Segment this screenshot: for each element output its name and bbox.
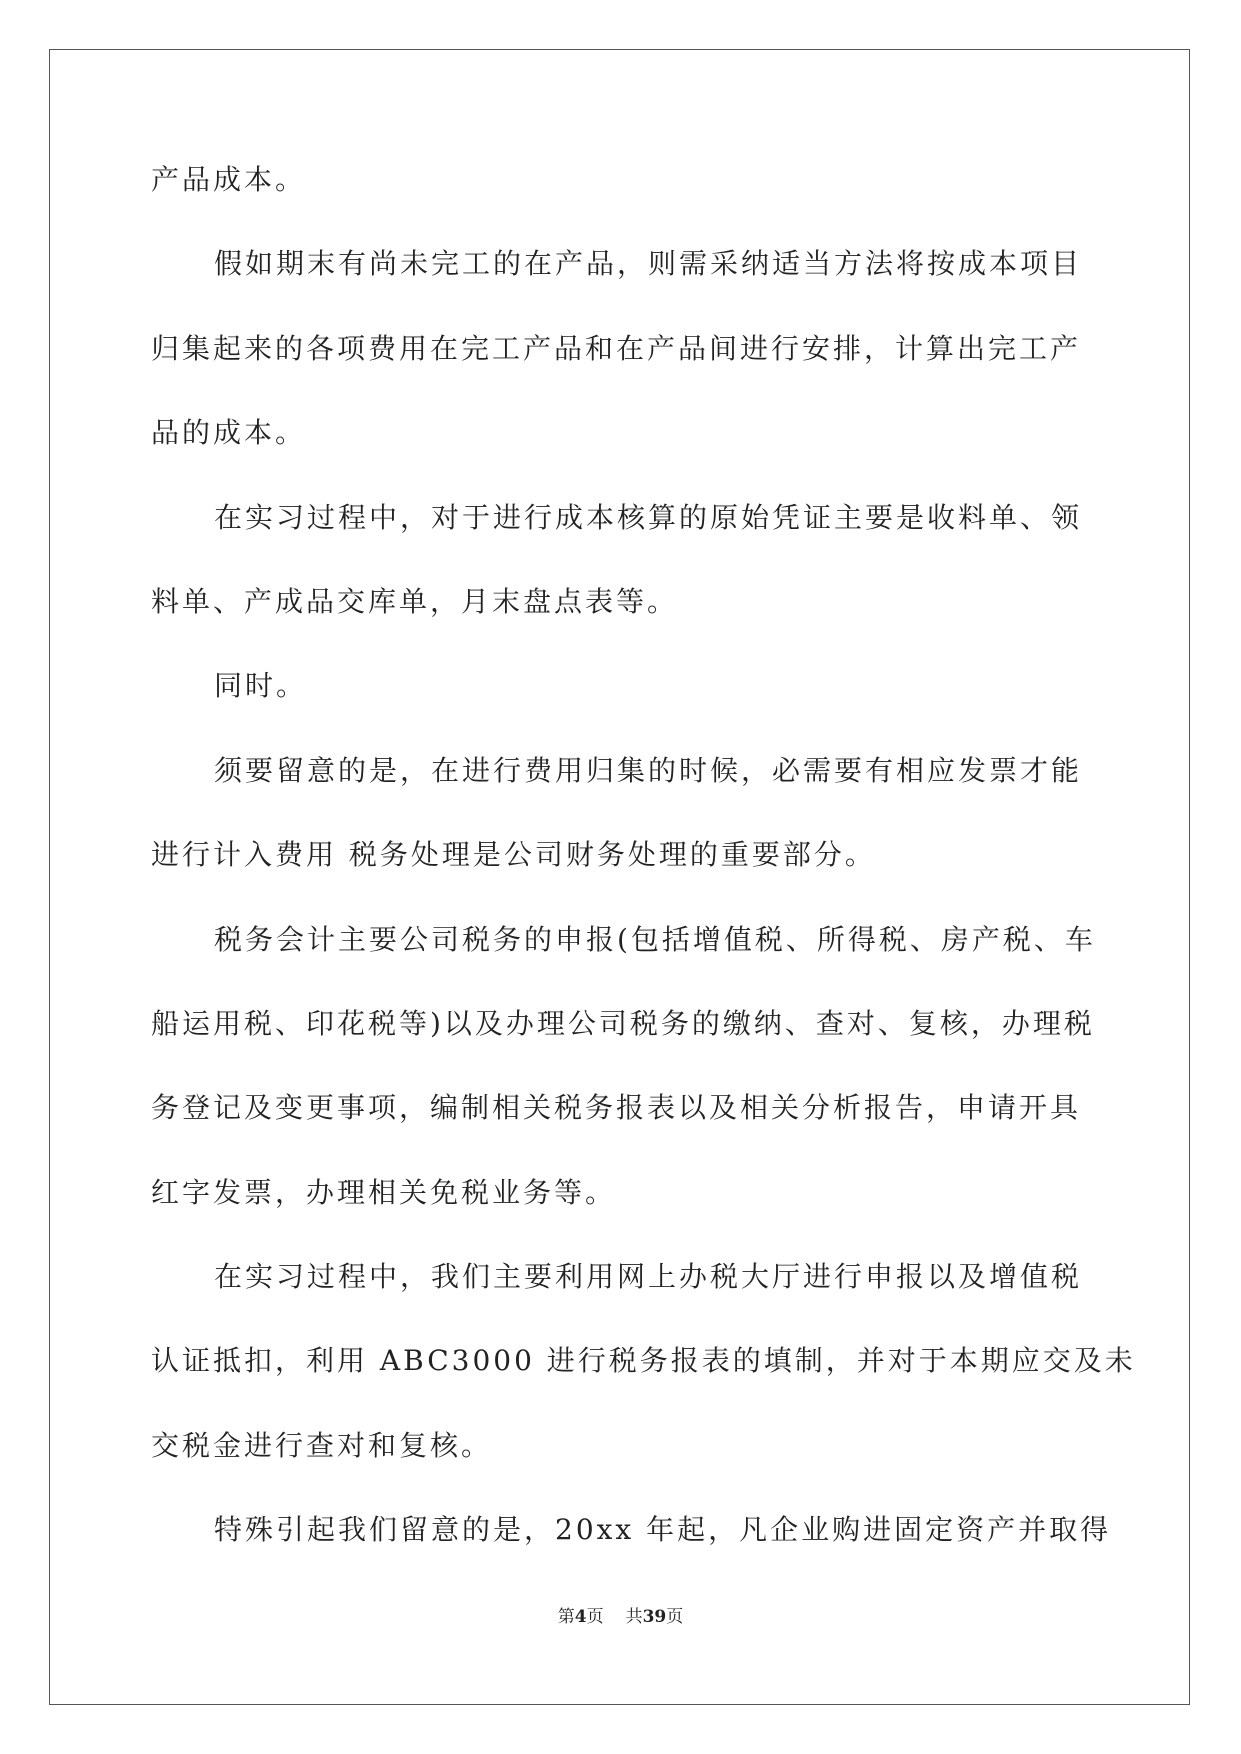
document-body <box>151 160 1136 1595</box>
text-line: 进行计入费用 税务处理是公司财务处理的重要部分。 <box>151 838 876 872</box>
page-number-prefix: 第 <box>557 1607 575 1627</box>
page-total-prefix: 共 <box>625 1607 643 1627</box>
text-line: 船运用税、印花税等)以及办理公司税务的缴纳、查对、复核，办理税 <box>151 1006 1095 1040</box>
text-line: 特殊引起我们留意的是，20xx 年起，凡企业购进固定资产并取得 <box>214 1513 1112 1547</box>
text-line: 产品成本。 <box>151 163 307 196</box>
text-line: 税务会计主要公司税务的申报(包括增值税、所得税、房产税、车 <box>214 922 1096 956</box>
text-line: 假如期末有尚未完工的在产品，则需采纳适当方法将按成本项目 <box>214 247 1083 281</box>
text-line: 在实习过程中，我们主要利用网上办税大厅进行申报以及增值税 <box>214 1260 1083 1294</box>
text-line: 归集起来的各项费用在完工产品和在产品间进行安排，计算出完工产 <box>151 331 1082 365</box>
page-number-current: 4 <box>574 1607 587 1627</box>
text-line: 品的成本。 <box>151 416 307 450</box>
text-line: 交税金进行查对和复核。 <box>151 1428 493 1462</box>
page-number-total: 39 <box>642 1607 667 1627</box>
text-line: 料单、产成品交库单，月末盘点表等。 <box>151 584 679 618</box>
text-line: 认证抵扣，利用 ABC3000 进行税务报表的填制，并对于本期应交及未 <box>151 1344 1136 1378</box>
page-footer <box>0 1602 1241 1627</box>
text-line: 在实习过程中，对于进行成本核算的原始凭证主要是收料单、领 <box>214 500 1083 534</box>
text-line: 同时。 <box>214 669 308 703</box>
text-line: 务登记及变更事项，编制相关税务报表以及相关分析报告，申请开具 <box>151 1091 1082 1125</box>
text-line: 红字发票，办理相关免税业务等。 <box>151 1175 617 1209</box>
text-line: 须要留意的是，在进行费用归集的时候，必需要有相应发票才能 <box>214 753 1083 787</box>
page-number-suffix: 页 <box>586 1607 604 1627</box>
page-total-suffix: 页 <box>666 1607 684 1627</box>
